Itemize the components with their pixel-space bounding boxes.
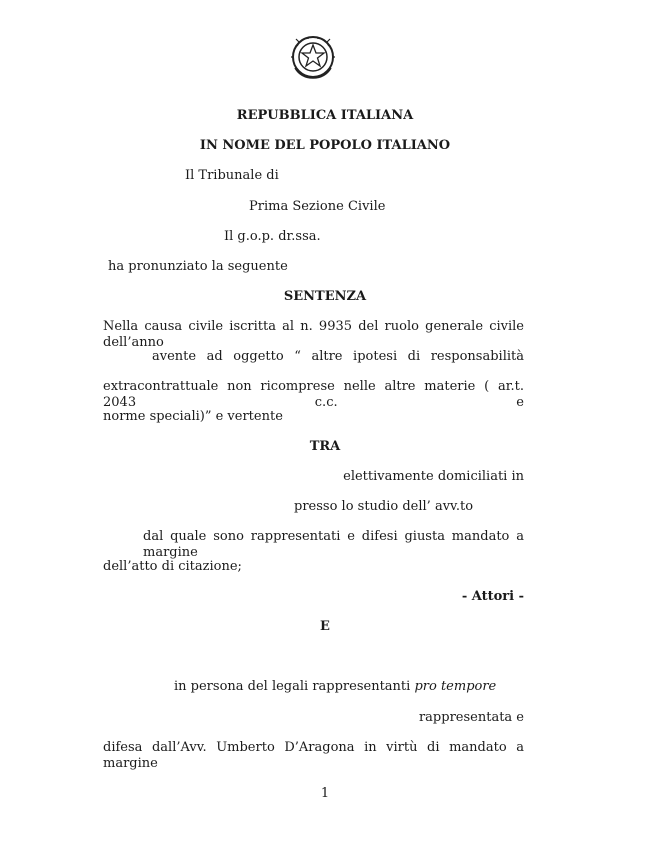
pro-tempore: pro tempore: [414, 679, 497, 694]
e-heading: E: [320, 619, 330, 634]
sentenza-heading: SENTENZA: [283, 289, 367, 304]
rappresentati-line: dal quale sono rappresentati e difesi giusta mandato a margine: [143, 529, 524, 560]
gop-line: Il g.o.p. dr.ssa.: [224, 229, 321, 244]
domicilio-line: elettivamente domiciliati in: [343, 469, 524, 484]
tra-heading: TRA: [309, 439, 341, 454]
persona-prefix: in persona del legali rappresentanti: [174, 679, 411, 694]
title-popolo: IN NOME DEL POPOLO ITALIANO: [199, 138, 451, 153]
causa-line-3: extracontrattuale non ricomprese nelle altre materie ( ar.t. 2043 c.c. e: [103, 379, 524, 410]
causa-line-1: Nella causa civile iscritta al n. 9935 del ruolo generale civile dell’anno: [103, 319, 524, 350]
page-number: 1: [320, 786, 330, 801]
causa-line-4: norme speciali)” e vertente: [103, 409, 283, 424]
sezione-line: Prima Sezione Civile: [249, 199, 386, 214]
rappresentata-line: rappresentata e: [418, 710, 524, 725]
italian-republic-emblem-icon: [287, 30, 339, 82]
difesa-line: difesa dall’Avv. Umberto D’Aragona in virtù di mandato a margine: [103, 740, 524, 771]
causa-line-2: avente ad oggetto “ altre ipotesi di responsabilità: [152, 349, 524, 364]
studio-line: presso lo studio dell’ avv.to: [294, 499, 474, 514]
title-repubblica: REPUBBLICA ITALIANA: [236, 108, 414, 123]
tribunale-line: Il Tribunale di: [185, 168, 279, 183]
attori-label: - Attori -: [461, 589, 524, 604]
pronunciato-line: ha pronunziato la seguente: [108, 259, 288, 274]
persona-line: [174, 679, 496, 695]
atto-line: dell’atto di citazione;: [103, 559, 242, 574]
